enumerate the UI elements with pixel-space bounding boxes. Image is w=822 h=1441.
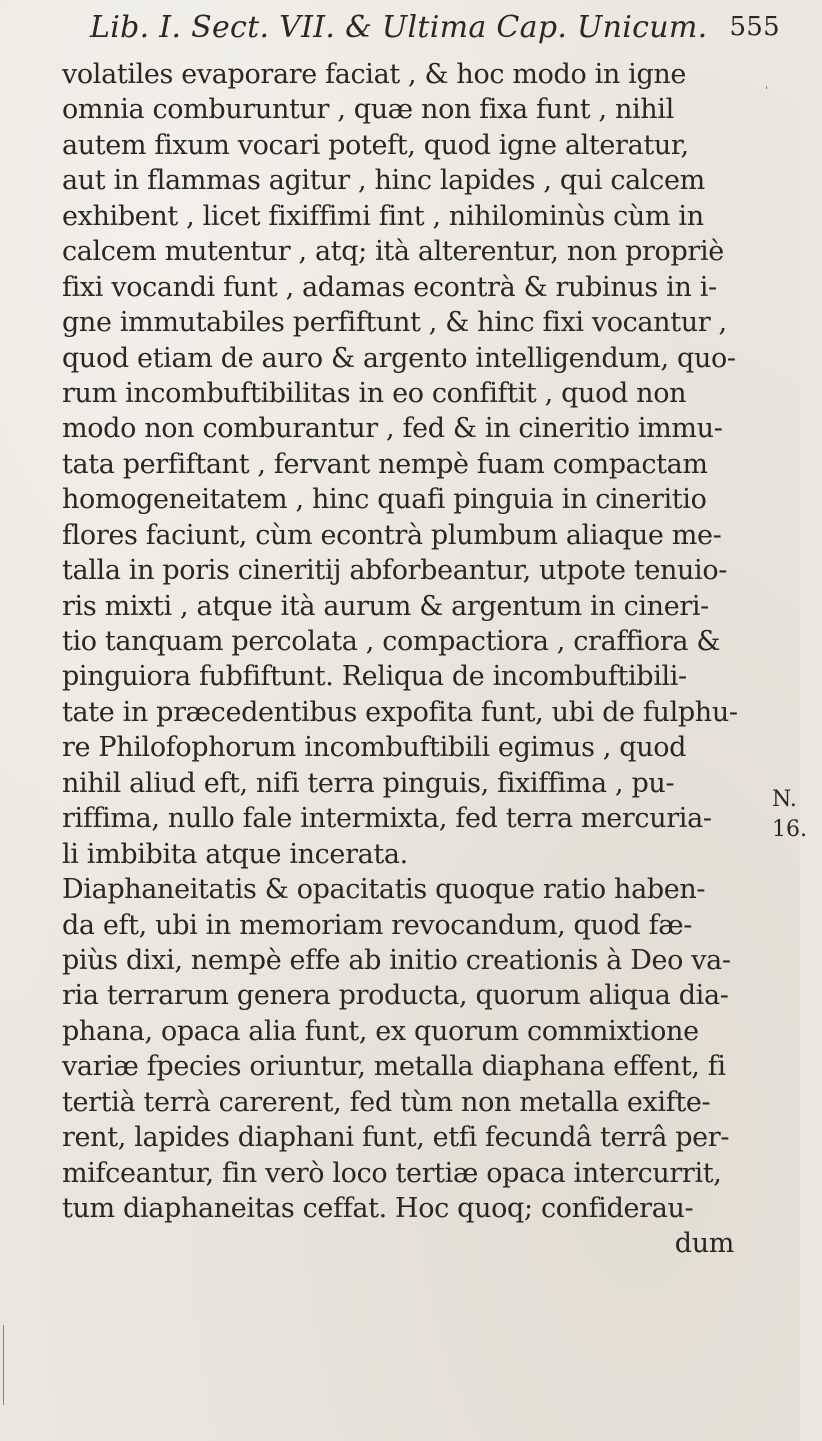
text-line-4: aut in flammas agitur , hinc lapides , qui calcem <box>62 165 705 197</box>
text-line-23: li imbibita atque incerata. <box>62 838 408 870</box>
page-number: 555 <box>729 12 780 42</box>
paper-crease-mark <box>3 1325 4 1405</box>
text-line-20: re Philofophorum incombuftibili egimus , quod <box>62 732 687 764</box>
running-title: Lib. I. Sect. VII. & Ultima Cap. Unicum. <box>90 10 708 45</box>
text-line-16: ris mixti , atque ità aurum & argentum in cineri- <box>62 590 709 622</box>
text-line-6: calcem mutentur , atq; ità alterentur, non propriè <box>62 236 724 268</box>
text-line-2: omnia comburuntur , quæ non fixa funt , nihil <box>62 94 674 126</box>
body-text <box>62 57 822 1262</box>
text-line-15: talla in poris cineritij abforbeantur, utpote tenuio- <box>62 555 728 587</box>
text-line-18: pinguiora fubfiftunt. Reliqua de incombuftibili- <box>62 661 687 693</box>
text-line-9: quod etiam de auro & argento intelligendum, quo- <box>62 342 736 374</box>
text-line-11: modo non comburantur , fed & in cineritio immu- <box>62 413 723 445</box>
text-line-30: tertià terrà carerent, fed tùm non metalla exifte- <box>62 1086 711 1118</box>
text-line-33: tum diaphaneitas ceffat. Hoc quoq; confiderau- <box>62 1193 694 1224</box>
text-line-29: variæ fpecies oriuntur, metalla diaphana effent, fi <box>62 1051 726 1083</box>
catchword: dum <box>674 1228 734 1260</box>
text-line-3: autem fixum vocari poteft, quod igne alteratur, <box>62 129 689 161</box>
margin-notes <box>772 785 807 845</box>
text-line-32: mifceantur, fin verò loco tertiæ opaca intercurrit, <box>62 1157 722 1189</box>
text-line-26: piùs dixi, nempè effe ab initio creationis à Deo va- <box>62 944 731 976</box>
text-line-12: tata perfiftant , fervant nempè fuam compactam <box>62 448 708 480</box>
text-line-28: phana, opaca alia funt, ex quorum commixtione <box>62 1015 699 1047</box>
text-line-27: ria terrarum genera producta, quorum aliqua dia- <box>62 980 729 1012</box>
text-line-10: rum incombuftibilitas in eo confiftit , quod non <box>62 377 687 409</box>
text-line-17: tio tanquam percolata , compactiora , craffiora & <box>62 626 721 657</box>
text-line-25: da eft, ubi in memoriam revocandum, quod fæ- <box>62 909 693 941</box>
paper-speck-mark <box>766 86 767 89</box>
text-line-24: Diaphaneitatis & opacitatis quoque ratio haben- <box>62 874 706 906</box>
text-line-8: gne immutabiles perfiftunt , & hinc fixi vocantur , <box>62 307 727 339</box>
text-line-19: tate in præcedentibus expofita funt, ubi de fulphu- <box>62 696 738 728</box>
text-line-14: flores faciunt, cùm econtrà plumbum aliaque me- <box>62 519 722 551</box>
running-head <box>90 10 780 50</box>
text-line-13: homogeneitatem , hinc quafi pinguia in cineritio <box>62 484 707 516</box>
text-line-21: nihil aliud eft, nifi terra pinguis, fixiffima , pu- <box>62 767 675 799</box>
margin-note-section: N. <box>772 787 797 812</box>
margin-note-number: 16. <box>772 817 807 842</box>
text-line-5: exhibent , licet fixiffimi fint , nihilominùs cùm in <box>62 200 704 232</box>
text-line-31: rent, lapides diaphani funt, etfi fecundâ terrâ per- <box>62 1122 730 1154</box>
text-line-1: volatiles evaporare faciat , & hoc modo in igne <box>62 59 687 90</box>
text-line-7: fixi vocandi funt , adamas econtrà & rubinus in i- <box>62 271 717 303</box>
text-line-22: riffima, nullo fale intermixta, fed terra mercuria- <box>62 803 712 835</box>
